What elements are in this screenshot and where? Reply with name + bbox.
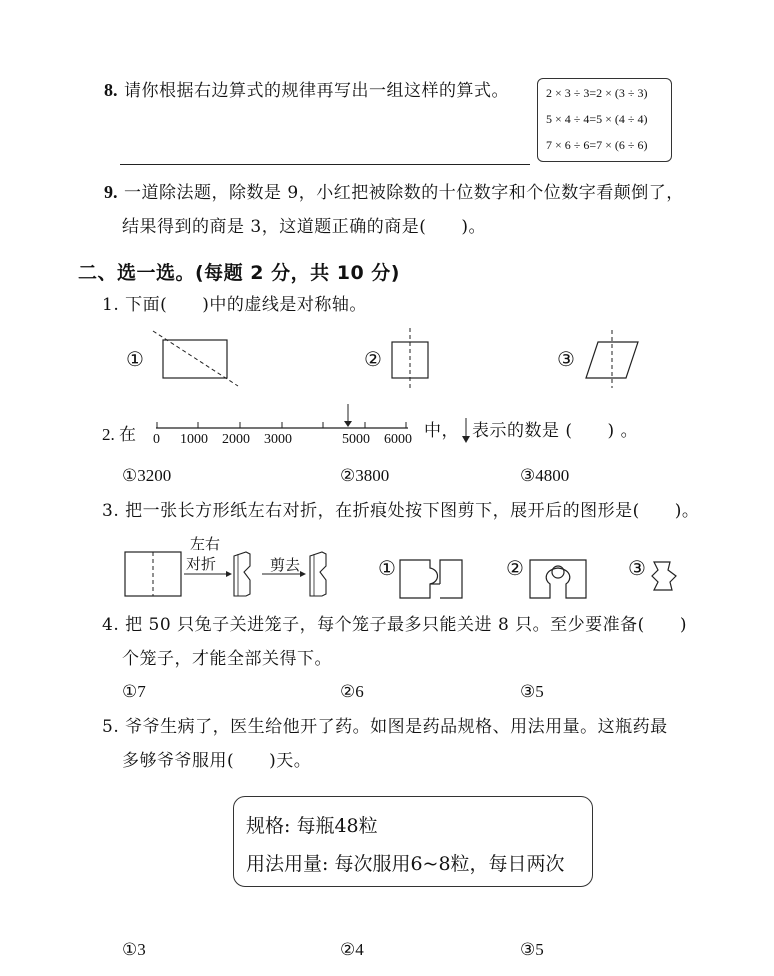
medicine-spec-box xyxy=(233,796,593,887)
number-line-tick-6000: 6000 xyxy=(384,432,412,447)
formula-2: 5 × 4 ÷ 4=5 × (4 ÷ 4) xyxy=(546,112,648,126)
question-9-line-2: 结果得到的商是 3，这道题正确的商是( )。 xyxy=(122,217,486,237)
number-line-tick-0: 0 xyxy=(153,432,160,447)
choice-4-option-1[interactable]: ①7 xyxy=(122,682,146,701)
choice-5-option-1[interactable]: ①3 xyxy=(122,940,146,959)
number-line-tick-3000: 3000 xyxy=(264,432,292,447)
choice-2-suffix: 中， xyxy=(424,421,459,441)
fold-label-top: 左右 xyxy=(190,535,221,553)
square-axis-figure xyxy=(386,326,436,392)
choice-3-label-1: ① xyxy=(378,558,396,580)
choice-5-line-2: 多够爷爷服用( )天。 xyxy=(122,751,312,771)
choice-1-label-1: ① xyxy=(126,349,144,371)
choice-1-label-3: ③ xyxy=(557,349,575,371)
choice-1-label-2: ② xyxy=(364,349,382,371)
choice-1-text: 1. 下面( )中的虚线是对称轴。 xyxy=(102,295,367,315)
choice-2-option-2[interactable]: ②3800 xyxy=(340,466,390,485)
question-8-number: 8. xyxy=(104,80,118,100)
formula-1: 2 × 3 ÷ 3=2 × (3 ÷ 3) xyxy=(546,86,648,100)
choice-3-label-3: ③ xyxy=(628,558,646,580)
question-9-line-1: 一道除法题，除数是 9，小红把被除数的十位数字和个位数字看颠倒了， xyxy=(124,183,684,203)
section-2-title: 二、选一选。(每题 2 分，共 10 分) xyxy=(78,262,400,284)
question-9-number: 9. xyxy=(104,182,118,202)
rectangle-diagonal-figure xyxy=(150,328,250,390)
choice-4-line-2: 个笼子，才能全部关得下。 xyxy=(122,649,332,669)
choice-2-option-1[interactable]: ①3200 xyxy=(122,466,172,485)
question-8-text: 请你根据右边算式的规律再写出一组这样的算式。 xyxy=(124,81,509,101)
number-line-tick-5000: 5000 xyxy=(342,432,370,447)
choice-4-line-1: 4. 把 50 只兔子关进笼子，每个笼子最多只能关进 8 只。至少要准备( ) xyxy=(102,615,687,635)
cut-label: 剪去 xyxy=(270,556,301,574)
number-line-tick-1000: 1000 xyxy=(180,432,208,447)
choice-5-option-2[interactable]: ②4 xyxy=(340,940,364,959)
choice-4-option-2[interactable]: ②6 xyxy=(340,682,364,701)
spec-usage: 用法用量: 每次服用6~8粒，每日两次 xyxy=(246,853,565,875)
number-line-tick-2000: 2000 xyxy=(222,432,250,447)
formula-box xyxy=(537,78,672,162)
fold-label-bottom: 对折 xyxy=(186,555,217,573)
choice-2-option-3[interactable]: ③4800 xyxy=(520,466,570,485)
answer-line[interactable] xyxy=(120,164,530,165)
formula-3: 7 × 6 ÷ 6=7 × (6 ÷ 6) xyxy=(546,138,648,152)
choice-2-suffix-2: 表示的数是 ( ) 。 xyxy=(472,421,639,441)
spec-dosage-size: 规格: 每瓶48粒 xyxy=(246,815,378,837)
down-arrow-icon xyxy=(461,417,471,445)
parallelogram-figure xyxy=(582,328,642,390)
choice-4-option-3[interactable]: ③5 xyxy=(520,682,544,701)
choice-5-option-3[interactable]: ③5 xyxy=(520,940,544,959)
choice-3-text: 3. 把一张长方形纸左右对折，在折痕处按下图剪下，展开后的图形是( )。 xyxy=(102,501,700,521)
choice-2-prefix: 2. 在 xyxy=(102,425,136,444)
choice-3-label-2: ② xyxy=(506,558,524,580)
choice-5-line-1: 5. 爷爷生病了，医生给他开了药。如图是药品规格、用法用量。这瓶药最 xyxy=(102,717,668,737)
